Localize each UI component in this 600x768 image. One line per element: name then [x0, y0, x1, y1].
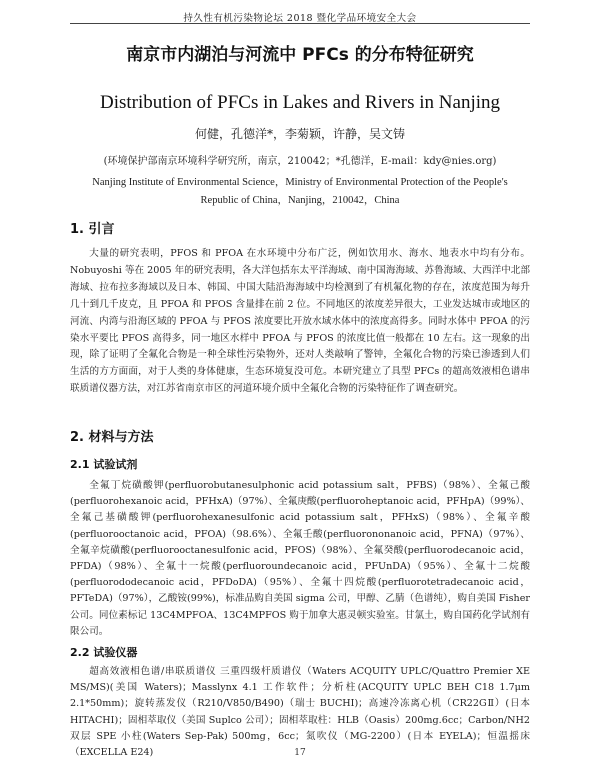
- reagents-paragraph: 全氟丁烷磺酸钾(perfluorobutanesulphonic acid potassium salt，PFBS)（98%）、全氟己酸(perfluorohexanoic acid，PFHxA)（97%）、全氟庚酸(perfluoroheptanoic acid，PFHpA)（99%）、全氟己基磺酸钾(perfluorohexanesulfonic acid potassium salt，PFHxS)（98%）、全氟辛酸(perfluorooctanoic acid，PFOA)（98.6%）、全氟壬酸(perfluorononanoic acid，PFNA)（97%）、全氟辛烷磺酸(perfluorooctanesulfonic acid，PFOS)（98%）、全氟癸酸(perfluorodecanoic acid，PFDA)（98%）、全氟十一烷酸(perfluoroundecanoic acid，PFUnDA)（95%）、全氟十二烷酸(perfluorododecanoic acid，PFDoDA)（95%）、全氟十四烷酸(perfluorotetradecanoic acid，PFTeDA)（97%），乙酸铵(99%)，标准品购自美国 sigma 公司，甲醇、乙腈（色谱纯），购自美国 Fisher 公司。同位素标记 13C4MPFOA、13C4MPFOS 购于加拿大惠灵顿实验室。甘氯土，购自国药化学试剂有限公司。: [70, 480, 530, 637]
- instruments-paragraph: 超高效液相色谱/串联质谱仪 三重四级杆质谱仪（Waters ACQUITY UPLC/Quattro Premier XE MS/MS)(美国 Waters)；Masslynx 4.1 工作软件；分析柱(ACQUITY UPLC BEH C18 1.7μm 2.1*50mm)；旋转蒸发仪（R210/V850/B490)（瑞士 BUCHI)；高速冷冻离心机（CR22GⅡ）(日本 HITACHI)；固相萃取仪（美国 Suplco 公司）；固相萃取柱：HLB（Oasis）200mg.6cc；Carbon/NH2 双层 SPE 小柱(Waters Sep-Pak) 500mg，6cc；氮吹仪（MG-2200）(日本 EYELA)；恒温摇床（EXCELLA E24): [70, 666, 530, 759]
- section-heading-introduction: 1. 引言: [70, 222, 115, 237]
- header-rule: [70, 23, 530, 24]
- subsection-heading-instruments: 2.2 试验仪器: [70, 646, 138, 659]
- paper-title-english: Distribution of PFCs in Lakes and Rivers in Nanjing: [99, 92, 501, 113]
- running-header: 持久性有机污染物论坛 2018 暨化学品环境安全大会: [183, 13, 417, 24]
- introduction-paragraph: 大量的研究表明，PFOS 和 PFOA 在水环境中分布广泛，例如饮用水、海水、地表水中均有分布。Nobuyoshi 等在 2005 年的研究表明，各大洋包括东太平洋海域、南中国海海域、苏鲁海域、大西洋中北部海域、拉布拉多海域以及日本、韩国、中国大陆沿海海域中均检测到了有机氟化物的存在，浓度范围为每升几十到几千皮克，且 PFOA 和 PFOS 含量排在前 2 位。不同地区的浓度差异很大，工业发达城市或地区的河流、内湾与沿海区域的 PFOA 与 PFOS 浓度要比开放水域水体中的浓度高得多。同时水体中 PFOA 的污染水平要比 PFOS 高得多，同一地区水样中 PFOA 与 PFOS 的浓度比值一般都在 10 左右。这一现象的出现，除了证明了全氟化合物是一种全球性污染物外，还对人类敲响了警钟，全氟化合物的污染已渗透到人们生活的方方面面，对于人类的身体健康，生态环境复没可危。本研究建立了具型 PFCs 的超高效液相色谱串联质谱仪器方法，对江苏省南京市区的河道环境介质中全氟化合物的污染特征作了调查研究。: [70, 248, 530, 395]
- paper-title-chinese: 南京市内湖泊与河流中 PFCs 的分布特征研究: [126, 45, 474, 65]
- affiliation-english: Nanjing Institute of Environmental Science，Ministry of Environmental Protection of the People's Republic of China，Nanjing，210042，China: [92, 177, 508, 206]
- subsection-heading-reagents: 2.1 试验试剂: [70, 458, 138, 471]
- page-number: 17: [294, 748, 306, 758]
- affiliation-chinese: (环境保护部南京环境科学研究所，南京，210042；*孔德洋，E-mail：kdy@nies.org): [103, 156, 497, 167]
- author-list: 何健，孔德洋*，李菊颖，许静，吴文铸: [194, 127, 405, 141]
- section-heading-methods: 2. 材料与方法: [70, 430, 154, 445]
